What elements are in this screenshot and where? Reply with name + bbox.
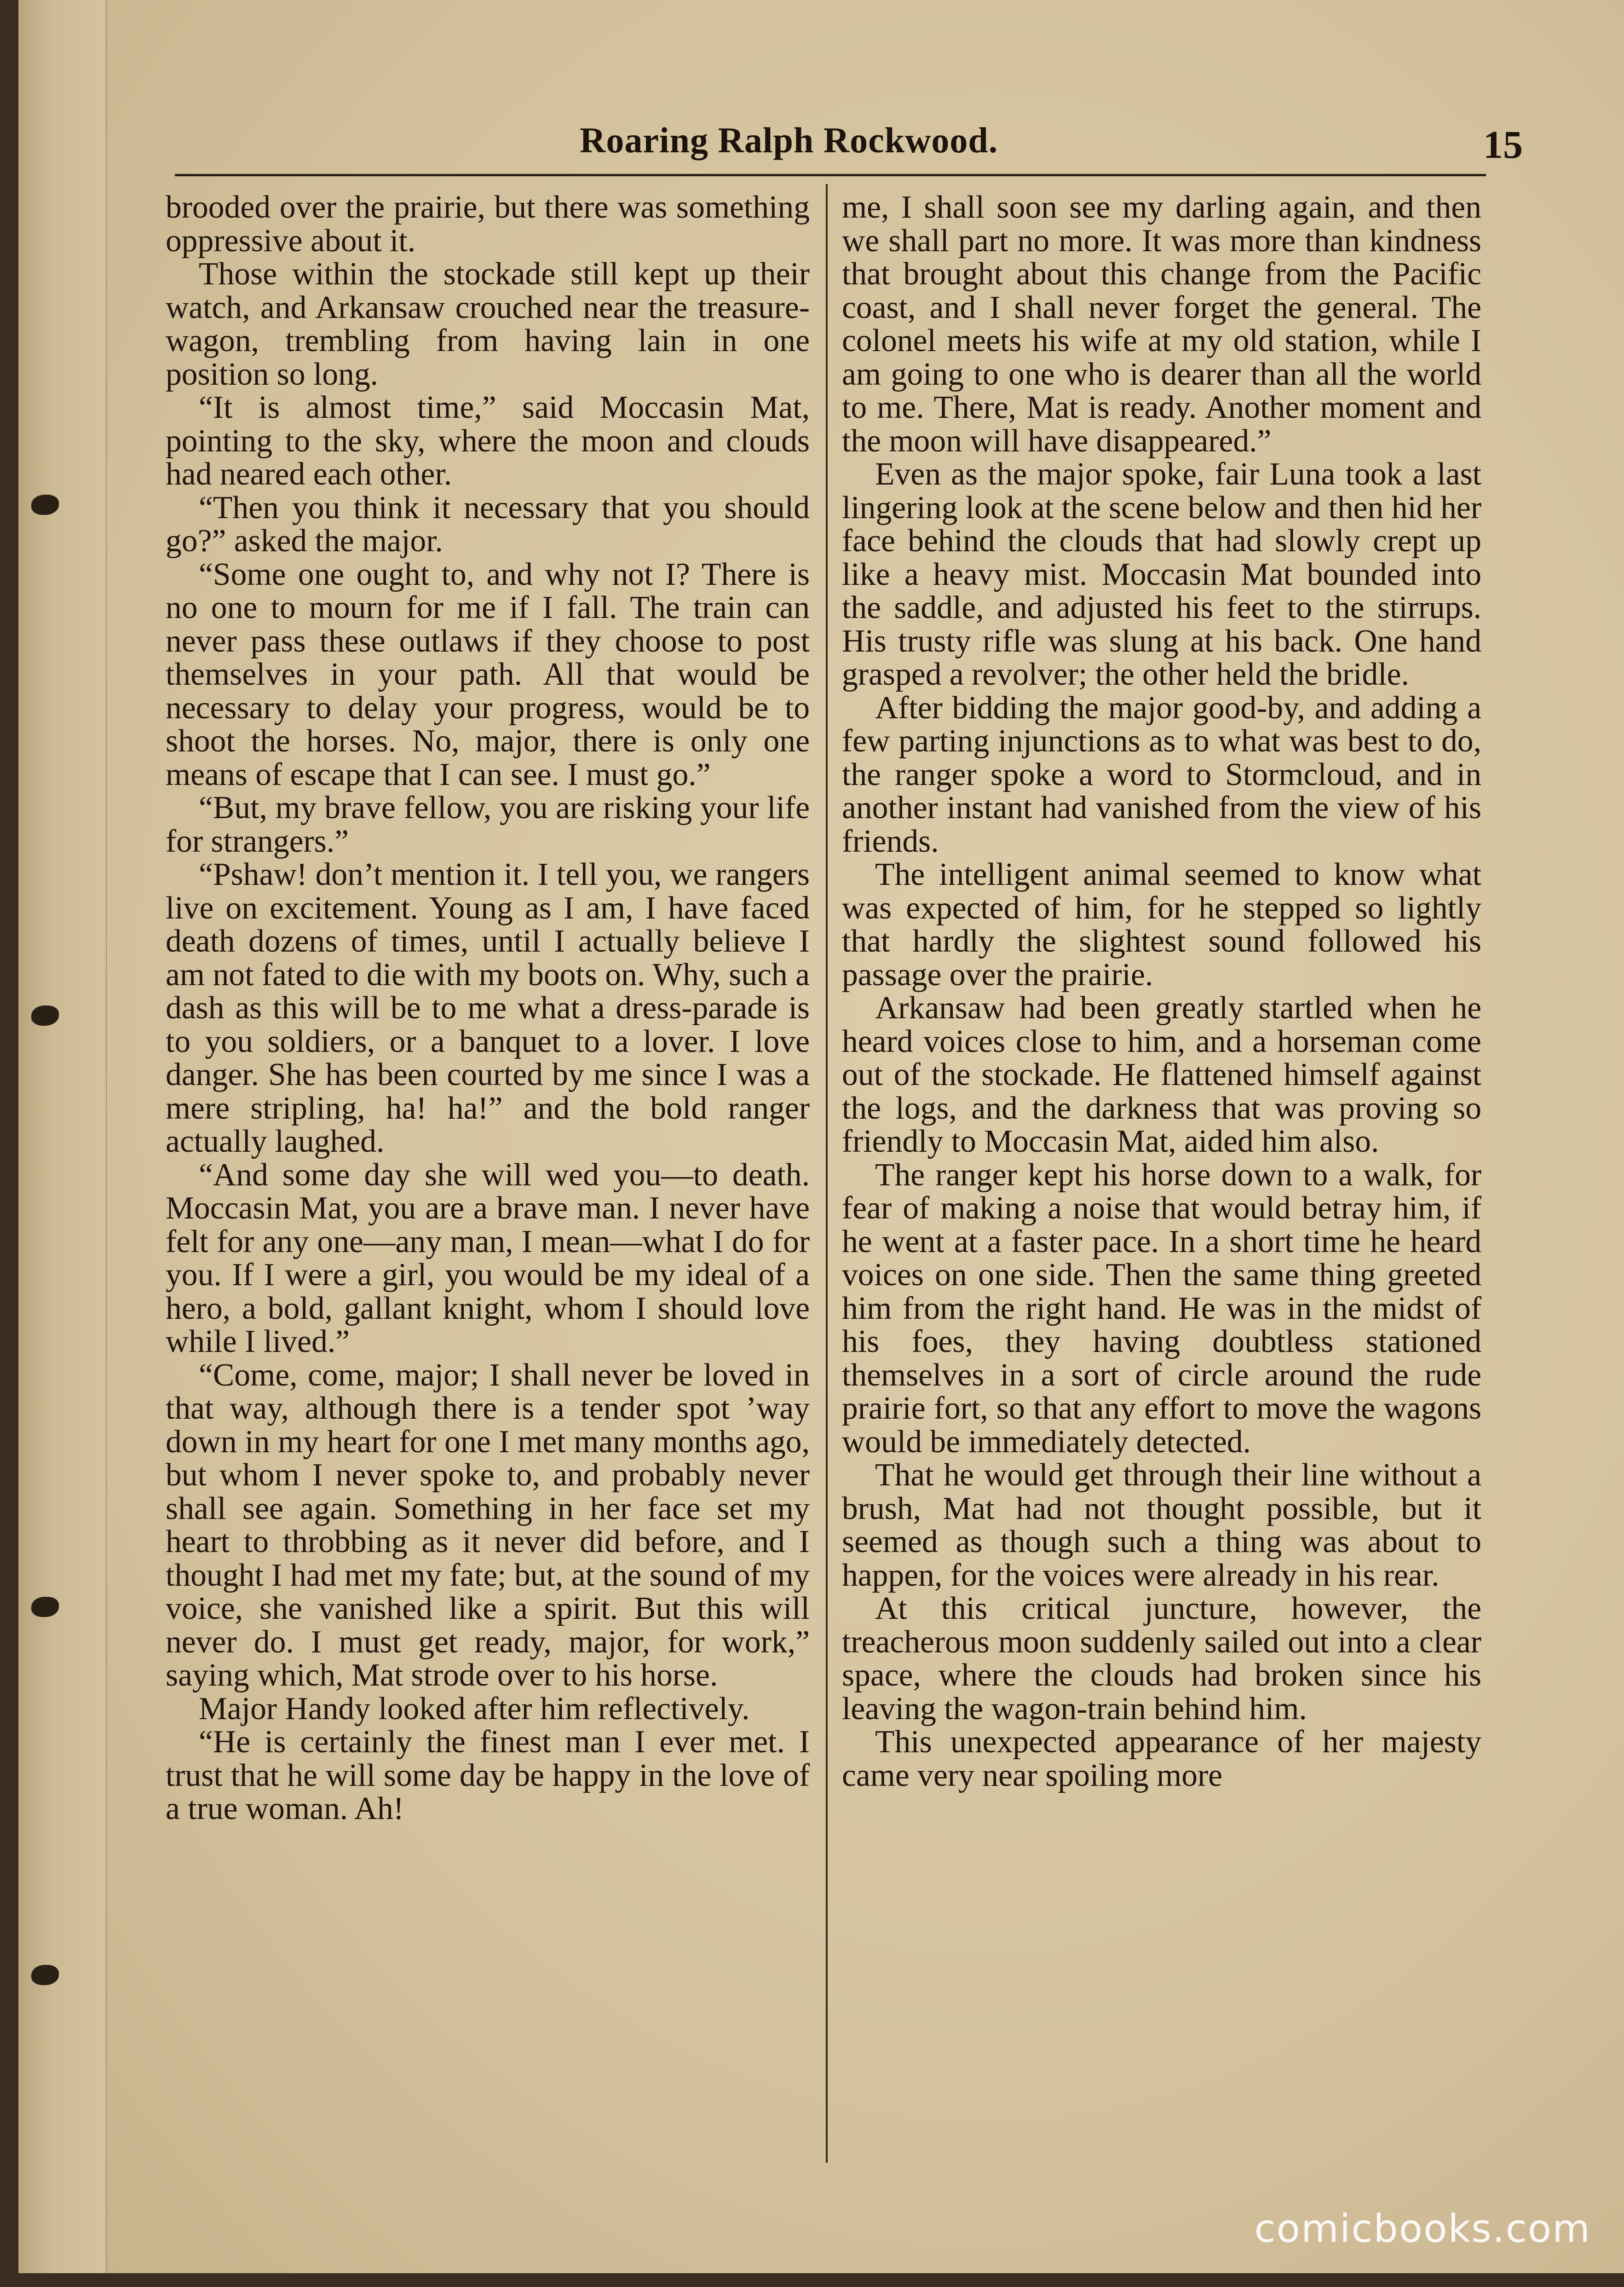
header-rule — [175, 174, 1486, 176]
paragraph: The ranger kept his horse down to a walk, for fear of making a noise that would betray him, if he went at a faster pace. In a short time he heard voices on one side. Then the same thing greeted him from the right hand. He was in the midst of his foes, they having doubtless stationed themselves in a sort of circle around the rude prairie fort, so that any effort to move the wagons would be immediately detected. — [842, 1157, 1481, 1460]
binding-stitch — [31, 1597, 59, 1617]
paragraph: This unexpected appearance of her majesty came very near spoiling more — [842, 1724, 1481, 1793]
paragraph: “Some one ought to, and why not I? There is no one to mourn for me if I fall. The train can never pass these outlaws if they choose to post themselves in your path. All that would be necessary to delay your progress, would be to shoot the horses. No, major, there is only one means of escape that I can see. I must go.” — [166, 556, 810, 792]
page-header — [175, 106, 1523, 167]
paragraph: Those within the stockade still kept up their watch, and Arkansaw crouched near the treasure-wagon, trembling from having lain in one position so long. — [166, 256, 810, 392]
paragraph: “But, my brave fellow, you are risking your life for strangers.” — [166, 790, 810, 859]
paragraph: “And some day she will wed you—to death. Moccasin Mat, you are a brave man. I never have felt for any one—any man, I mean—what I do for you. If I were a girl, you would be my ideal of a hero, a bold, gallant knight, whom I should love while I lived.” — [166, 1157, 810, 1359]
paragraph: That he would get through their line without a brush, Mat had not thought possible, but it seemed as though such a thing was about to happen, for the voices were already in his rear. — [842, 1457, 1481, 1593]
paragraph: “Then you think it necessary that you should go?” asked the major. — [166, 490, 810, 559]
paragraph: “Come, come, major; I shall never be loved in that way, although there is a tender spot ’way down in my heart for one I met many months ago, but whom I never spoke to, and probably never shall see again. Something in her face set my heart to throbbing as it never did before, and I thought I had met my fate; but, at the sound of my voice, she vanished like a spirit. But this will never do. I must get ready, major, for work,” saying which, Mat strode over to his horse. — [166, 1357, 810, 1693]
binding-stitch — [31, 1005, 59, 1026]
paragraph: After bidding the major good-by, and adding a few parting injunctions as to what was best to do, the ranger spoke a word to Stormcloud, and in another instant had vanished from the view of his friends. — [842, 690, 1481, 859]
paragraph: “He is certainly the finest man I ever met. I trust that he will some day be happy in the love of a true woman. Ah! — [166, 1724, 810, 1826]
paragraph: “Pshaw! don’t mention it. I tell you, we rangers live on excitement. Young as I am, I have faced death dozens of times, until I actually believe I am not fated to die with my boots on. Why, such a dash as this will be to me what a dress-parade is to you soldiers, or a banquet to a lover. I love danger. She has been courted by me since I was a mere stripling, ha! ha!” and the bold ranger actually laughed. — [166, 857, 810, 1159]
binding-margin — [18, 0, 107, 2273]
column-divider — [826, 184, 828, 2163]
paragraph: “It is almost time,” said Moccasin Mat, pointing to the sky, where the moon and clouds had neared each other. — [166, 390, 810, 492]
page-number: 15 — [1483, 122, 1523, 167]
paragraph: At this critical juncture, however, the treacherous moon suddenly sailed out into a clear space, where the clouds had broken since his leaving the wagon-train behind him. — [842, 1591, 1481, 1727]
binding-stitch — [31, 1965, 59, 1985]
paragraph: me, I shall soon see my darling again, and then we shall part no more. It was more than kindness that brought about this change from the Pacific coast, and I shall never forget the general. The colonel meets his wife at my old station, while I am going to one who is dearer than all the world to me. There, Mat is ready. Another moment and the moon will have disappeared.” — [842, 191, 1481, 459]
paragraph: Arkansaw had been greatly startled when he heard voices close to him, and a horseman come out of the stockade. He flattened himself against the logs, and the darkness that was proving so friendly to Moccasin Mat, aided him also. — [842, 990, 1481, 1159]
page-sheet — [18, 0, 1624, 2273]
paragraph: Major Handy looked after him reflectively. — [199, 1691, 750, 1727]
watermark: comicbooks.com — [1254, 2206, 1591, 2251]
text-column-right — [842, 191, 1481, 2179]
paragraph: The intelligent animal seemed to know what was expected of him, for he stepped so lightly that hardly the slightest sound followed his passage over the prairie. — [842, 857, 1481, 993]
binding-stitch — [31, 495, 59, 515]
text-column-left — [166, 191, 810, 2179]
paragraph: brooded over the prairie, but there was something oppressive about it. — [166, 191, 810, 259]
paragraph: Even as the major spoke, fair Luna took a last lingering look at the scene below and then hid her face behind the clouds that had slowly crept up like a heavy mist. Moccasin Mat bounded into the saddle, and adjusted his feet to the stirrups. His trusty rifle was slung at his back. One hand grasped a revolver; the other held the bridle. — [842, 456, 1481, 692]
running-title: Roaring Ralph Rockwood. — [580, 120, 998, 160]
